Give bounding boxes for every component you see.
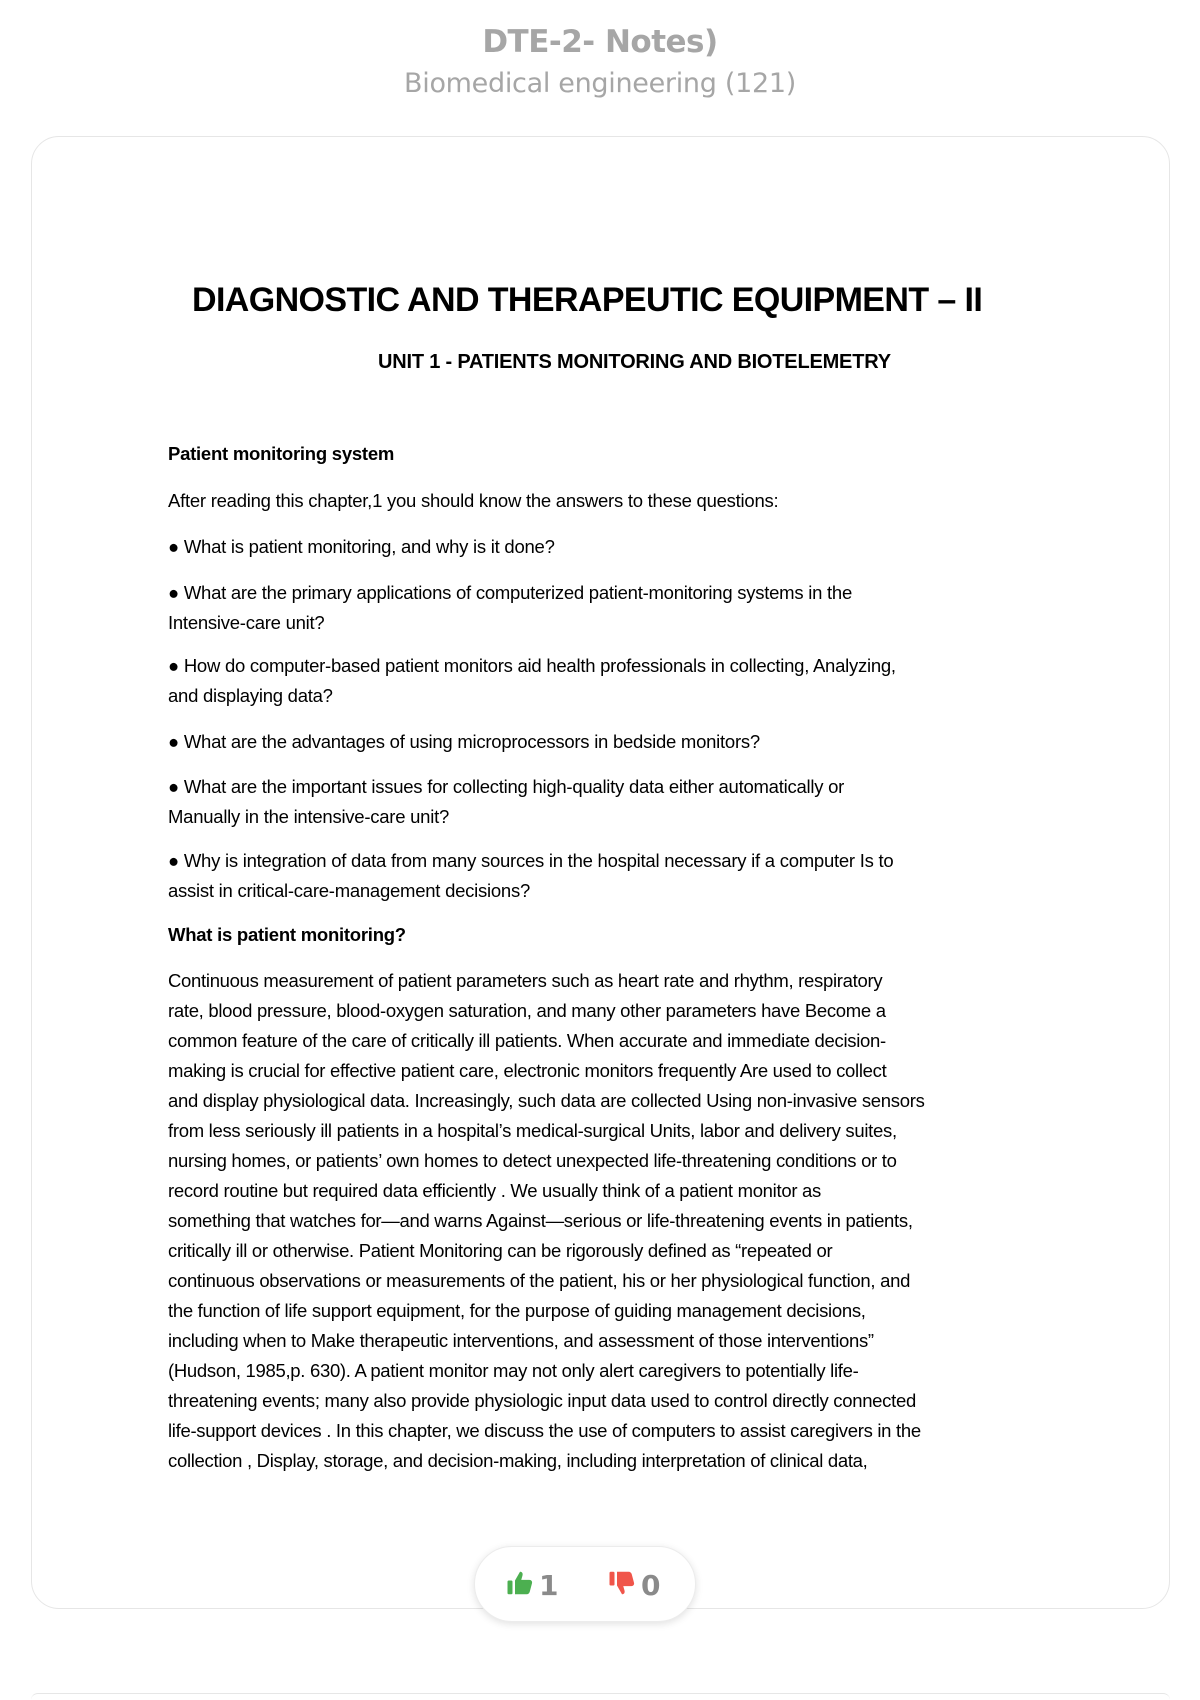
next-card-edge: [31, 1693, 1170, 1700]
body-paragraph: [168, 966, 1068, 1476]
question-line: ● What are the important issues for collecting high-quality data either automatically or: [168, 776, 845, 797]
paragraph-line: nursing homes, or patients’ own homes to detect unexpected life-threatening conditions or to: [168, 1150, 897, 1171]
section-title-what-is-patient-monitoring: What is patient monitoring?: [168, 924, 406, 945]
paragraph-line: and display physiological data. Increasingly, such data are collected Using non-invasive sensors: [168, 1090, 925, 1111]
paragraph-line: from less seriously ill patients in a hospital’s medical-surgical Units, labor and delivery suites,: [168, 1120, 897, 1141]
question-item: [168, 651, 1068, 711]
question-line: assist in critical-care-management decisions?: [168, 880, 530, 901]
upvote-button[interactable]: [505, 1567, 558, 1603]
paragraph-line: record routine but required data efficiently . We usually think of a patient monitor as: [168, 1180, 821, 1201]
page-header: [0, 22, 1200, 102]
question-line: ● What are the advantages of using microprocessors in bedside monitors?: [168, 731, 760, 752]
upvote-count: 1: [539, 1568, 559, 1602]
question-line: Intensive-care unit?: [168, 612, 325, 633]
paragraph-line: critically ill or otherwise. Patient Monitoring can be rigorously defined as “repeated or: [168, 1240, 833, 1261]
vote-widget: [474, 1546, 696, 1622]
thumbs-up-icon: [505, 1568, 535, 1603]
paragraph-line: the function of life support equipment, for the purpose of guiding management decisions,: [168, 1300, 866, 1321]
question-item: [168, 532, 1068, 562]
paragraph-line: continuous observations or measurements of the patient, his or her physiological function, and: [168, 1270, 911, 1291]
paragraph-line: collection , Display, storage, and decision-making, including interpretation of clinical data,: [168, 1450, 868, 1471]
paragraph-line: making is crucial for effective patient care, electronic monitors frequently Are used to collect: [168, 1060, 887, 1081]
question-line: ● What are the primary applications of computerized patient-monitoring systems in the: [168, 582, 852, 603]
question-line: ● Why is integration of data from many sources in the hospital necessary if a computer Is to: [168, 850, 894, 871]
paragraph-line: something that watches for—and warns Against—serious or life-threatening events in patients,: [168, 1210, 913, 1231]
question-item: [168, 727, 1068, 757]
question-item: [168, 772, 1068, 832]
downvote-count: 0: [641, 1568, 661, 1602]
question-item: [168, 846, 1068, 906]
paragraph-line: life-support devices . In this chapter, we discuss the use of computers to assist caregivers in the: [168, 1420, 921, 1441]
paragraph-line: rate, blood pressure, blood-oxygen saturation, and many other parameters have Become a: [168, 1000, 886, 1021]
paragraph-line: threatening events; many also provide physiologic input data used to control directly connected: [168, 1390, 916, 1411]
page-heading: DIAGNOSTIC AND THERAPEUTIC EQUIPMENT – II: [192, 281, 983, 319]
paragraph-line: (Hudson, 1985,p. 630). A patient monitor may not only alert caregivers to potentially life-: [168, 1360, 859, 1381]
unit-heading: UNIT 1 - PATIENTS MONITORING AND BIOTELEMETRY: [378, 351, 891, 373]
thumbs-down-icon: [607, 1568, 637, 1603]
downvote-button[interactable]: [607, 1567, 660, 1603]
paragraph-line: Continuous measurement of patient parameters such as heart rate and rhythm, respiratory: [168, 970, 883, 991]
paragraph-line: common feature of the care of critically ill patients. When accurate and immediate decision-: [168, 1030, 886, 1051]
document-subtitle: Biomedical engineering (121): [404, 68, 796, 99]
document-title: DTE-2- Notes): [482, 24, 718, 60]
intro-text: After reading this chapter,1 you should know the answers to these questions:: [168, 490, 779, 511]
question-line: ● How do computer-based patient monitors aid health professionals in collecting, Analyzing,: [168, 655, 896, 676]
question-line: and displaying data?: [168, 685, 333, 706]
paragraph-line: including when to Make therapeutic interventions, and assessment of those interventions”: [168, 1330, 874, 1351]
question-item: [168, 578, 1068, 638]
question-line: ● What is patient monitoring, and why is it done?: [168, 536, 555, 557]
section-title-patient-monitoring-system: Patient monitoring system: [168, 443, 395, 464]
question-line: Manually in the intensive-care unit?: [168, 806, 449, 827]
